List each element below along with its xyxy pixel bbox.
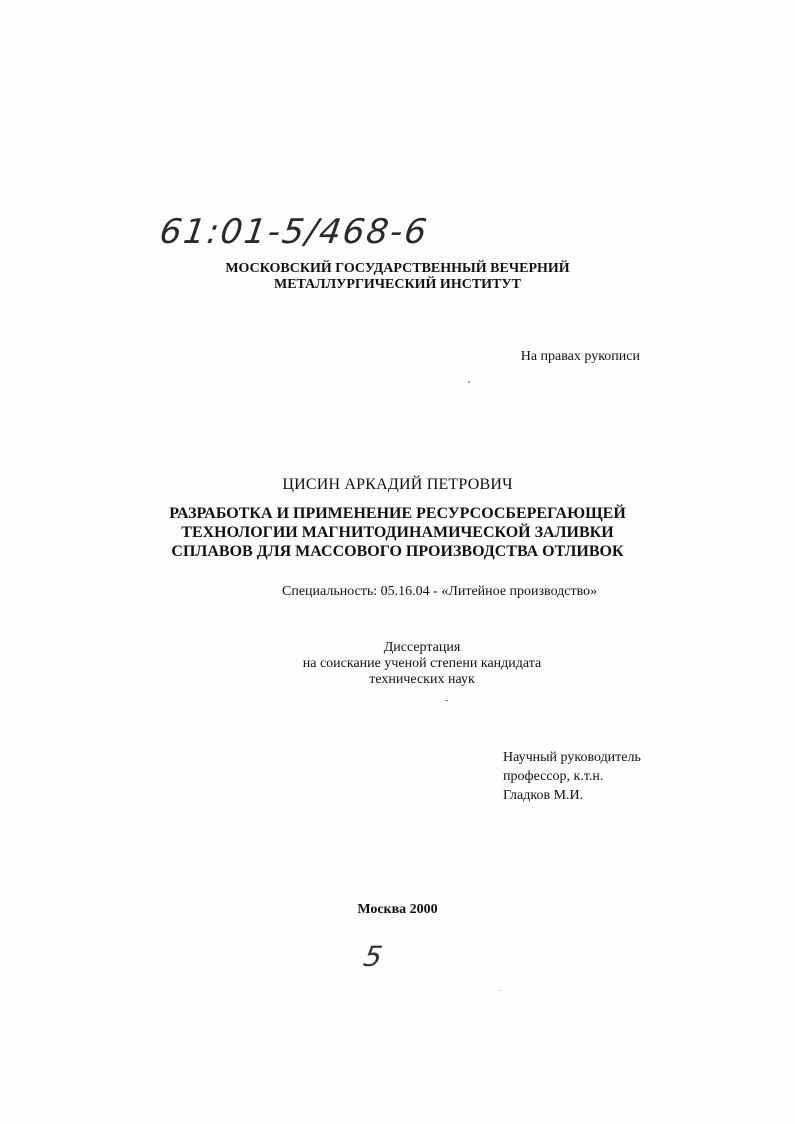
institute-line-2: МЕТАЛЛУРГИЧЕСКИЙ ИНСТИТУТ — [273, 277, 521, 292]
dissertation-line-1: Диссертация — [383, 640, 461, 655]
dissertation-title — [0, 504, 795, 561]
supervisor-line-1: Научный руководитель — [503, 750, 641, 765]
supervisor-line-3: Гладков М.И. — [503, 788, 584, 803]
dissertation-line-2: на соискание ученой степени кандидата — [302, 656, 542, 671]
scan-speck — [445, 700, 448, 701]
institute-name — [0, 261, 795, 293]
handwritten-catalog-number: 61:01-5/468-6 — [157, 212, 431, 252]
rights-note: На правах рукописи — [520, 349, 640, 364]
city-year: Москва 2000 — [357, 902, 438, 917]
dissertation-degree-block — [297, 640, 547, 688]
title-line-1: РАЗРАБОТКА И ПРИМЕНЕНИЕ РЕСУРСОСБЕРЕГАЮЩЕЙ — [169, 505, 626, 522]
scan-speck — [468, 381, 470, 383]
title-line-3: СПЛАВОВ ДЛЯ МАССОВОГО ПРОИЗВОДСТВА ОТЛИВОК — [171, 543, 624, 560]
author-name: ЦИСИН АРКАДИЙ ПЕТРОВИЧ — [282, 476, 513, 493]
institute-line-1: МОСКОВСКИЙ ГОСУДАРСТВЕННЫЙ ВЕЧЕРНИЙ — [225, 261, 570, 276]
handwritten-page-mark: 5 — [361, 940, 385, 973]
specialty-line: Специальность: 05.16.04 - «Литейное производство» — [282, 584, 598, 599]
title-line-2: ТЕХНОЛОГИИ МАГНИТОДИНАМИЧЕСКОЙ ЗАЛИВКИ — [181, 524, 614, 541]
dissertation-line-3: технических наук — [369, 672, 475, 687]
scan-speck — [500, 990, 501, 991]
supervisor-block — [503, 748, 641, 805]
supervisor-line-2: профессор, к.т.н. — [503, 769, 604, 784]
